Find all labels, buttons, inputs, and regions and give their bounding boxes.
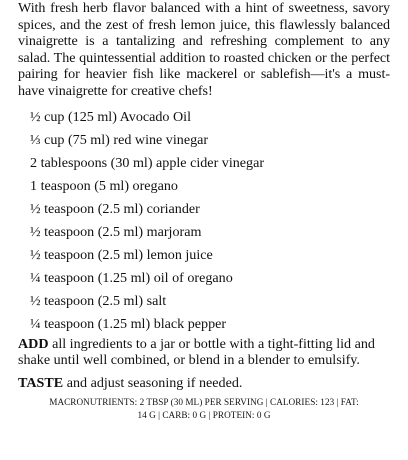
ingredient-item: ½ teaspoon (2.5 ml) salt (30, 293, 167, 310)
ingredient-item: ½ teaspoon (2.5 ml) lemon juice (30, 247, 213, 264)
ingredient-item: ½ teaspoon (2.5 ml) marjoram (30, 224, 202, 241)
ingredient-item: ¼ teaspoon (1.25 ml) black pepper (30, 316, 227, 333)
step-text: all ingredients to a jar or bottle with a tight-fitting lid and shake until well combined, or blend in a blender to emulsify. (18, 335, 375, 369)
ingredient-item: ¼ teaspoon (1.25 ml) oil of oregano (30, 270, 233, 287)
ingredient-list (18, 109, 390, 340)
recipe-intro: With fresh herb flavor balanced with a hint of sweetness, savory spices, and the zest of fresh lemon juice, this flawlessly balanced vinaigrette is a tantalizing and refreshing complement to any salad. The quintessential addition to roasted chicken or the perfect pairing for heavier fish like mackerel or sablefish—it's a must-have vinaigrette for creative chefs! (18, 0, 390, 99)
ingredient-item: 1 teaspoon (5 ml) oregano (30, 177, 178, 194)
macros-line: MACRONUTRIENTS: 2 TBSP (30 ML) PER SERVING | CALORIES: 123 | FAT: (49, 397, 359, 408)
macros-line: 14 G | CARB: 0 G | PROTEIN: 0 G (137, 409, 271, 420)
step-text: and adjust seasoning if needed. (63, 374, 243, 391)
macronutrients-footer (18, 396, 390, 421)
step-keyword: ADD (18, 335, 49, 352)
step-keyword: TASTE (18, 374, 64, 391)
ingredient-item: 2 tablespoons (30 ml) apple cider vinegar (30, 154, 265, 171)
instruction-step-add (18, 336, 390, 369)
ingredient-item: ½ teaspoon (2.5 ml) coriander (30, 200, 200, 217)
instruction-step-taste (18, 375, 390, 392)
recipe-page (18, 0, 390, 421)
ingredient-item: ½ cup (125 ml) Avocado Oil (30, 108, 192, 125)
ingredient-item: ⅓ cup (75 ml) red wine vinegar (30, 131, 209, 148)
